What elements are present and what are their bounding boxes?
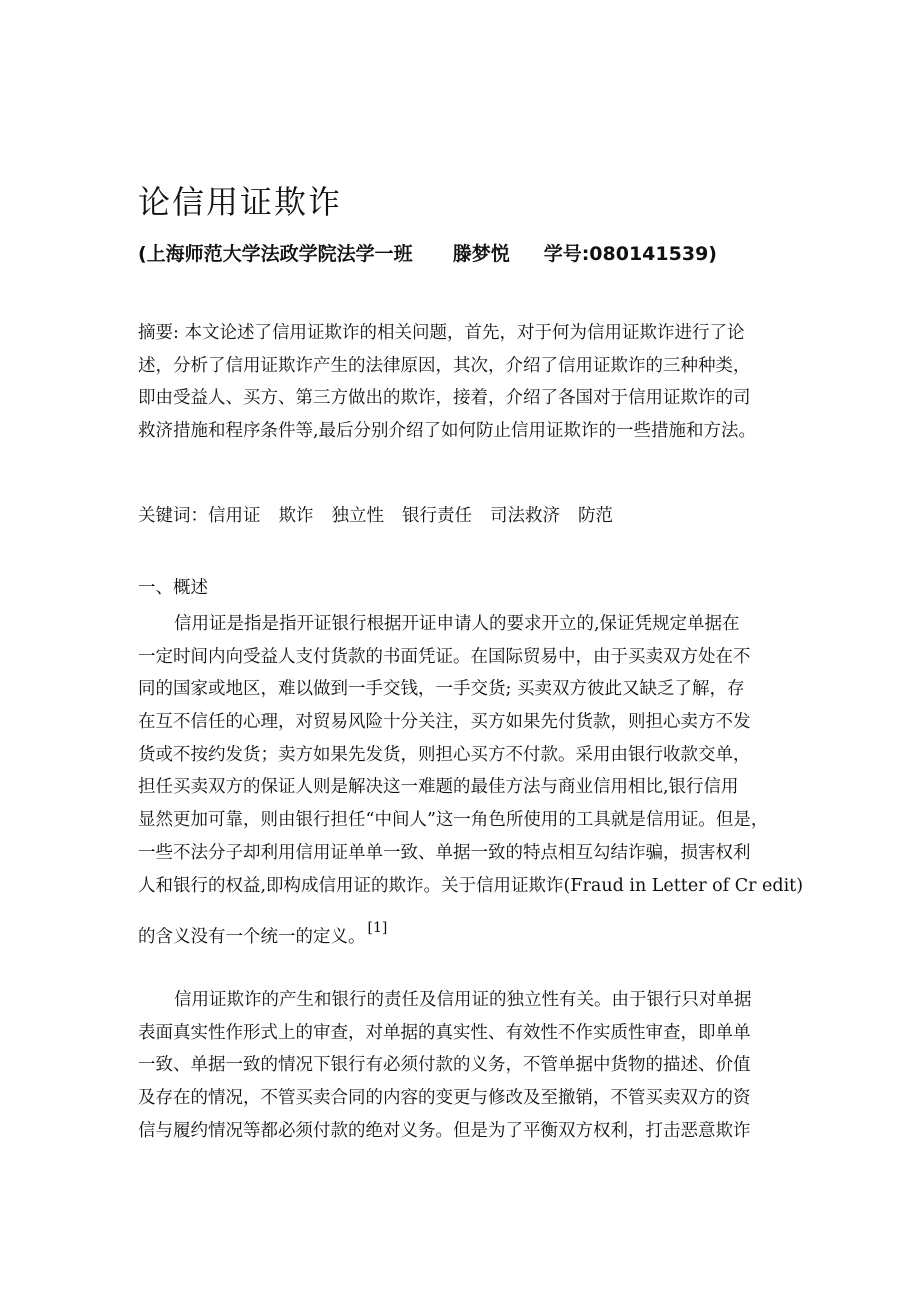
keyword: 司法救济 [490, 506, 560, 526]
paragraph-line: 表面真实性作形式上的审查，对单据的真实性、有效性不作实质性审查，即单单 [138, 1022, 751, 1043]
citation-marker[interactable]: [1] [367, 920, 388, 937]
paragraph-line: 显然更加可靠，则由银行担任“中间人”这一角色所使用的工具就是信用证。但是， [138, 810, 769, 831]
paragraph-line: 人和银行的权益,即构成信用证的欺诈。关于信用证欺诈(Fraud in Letter of Cr edit) [138, 875, 804, 896]
keyword: 欺诈 [278, 506, 314, 526]
abstract [138, 318, 790, 449]
paragraph-line: 信用证欺诈的产生和银行的责任及信用证的独立性有关。由于银行只对单据 [174, 990, 752, 1010]
keywords-label: 关键词： [138, 506, 208, 526]
keyword: 银行责任 [402, 506, 472, 526]
paragraph-line: 及存在的情况，不管买卖合同的内容的变更与修改及至撤销，不管买卖双方的资 [138, 1088, 751, 1109]
paragraph [138, 984, 790, 1147]
abstract-line: 即由受益人、买方、第三方做出的欺诈，接着，介绍了各国对于信用证欺诈的司 [138, 388, 751, 409]
section-heading: 一、概述 [138, 578, 208, 598]
paragraph-line: 一定时间内向受益人支付货款的书面凭证。在国际贸易中，由于买卖双方处在不 [138, 646, 751, 667]
abstract-line: 救济措施和程序条件等,最后分别介绍了如何防止信用证欺诈的一些措施和方法。 [138, 421, 757, 442]
keywords [138, 502, 631, 530]
student-id: 学号:080141539) [543, 243, 717, 265]
paragraph-line: 信与履约情况等都必须付款的绝对义务。但是为了平衡双方权利，打击恶意欺诈 [138, 1120, 751, 1141]
paragraph-line: 信用证是指是指开证银行根据开证申请人的要求开立的,保证凭规定单据在 [174, 614, 740, 634]
paragraph [138, 608, 804, 956]
paragraph-line: 担任买卖双方的保证人则是解决这一难题的最佳方法与商业信用相比,银行信用 [138, 777, 739, 798]
author-line [138, 245, 717, 264]
keyword: 信用证 [208, 506, 261, 526]
paragraph-line: 在互不信任的心理，对贸易风险十分关注，买方如果先付货款，则担心卖方不发 [138, 712, 751, 733]
paragraph-line-text: 的含义没有一个统一的定义。 [138, 927, 366, 948]
author-affiliation: (上海师范大学法政学院法学一班 [138, 243, 413, 265]
paragraph-line: 同的国家或地区，难以做到一手交钱，一手交货; 买卖双方彼此又缺乏了解，存 [138, 679, 745, 700]
paragraph-line: 货或不按约发货；卖方如果先发货，则担心买方不付款。采用由银行收款交单， [138, 744, 751, 765]
keyword: 独立性 [331, 506, 384, 526]
page-title: 论信用证欺诈 [138, 183, 343, 221]
abstract-line: 摘要: 本文论述了信用证欺诈的相关问题，首先，对于何为信用证欺诈进行了论 [138, 323, 745, 343]
paragraph-line: 一致、单据一致的情况下银行有必须付款的义务，不管单据中货物的描述、价值 [138, 1055, 751, 1076]
paragraph-last-line [138, 902, 790, 956]
abstract-line: 述，分析了信用证欺诈产生的法律原因，其次，介绍了信用证欺诈的三种种类， [138, 355, 751, 376]
keyword: 防范 [578, 506, 613, 526]
paragraph-line: 一些不法分子却利用信用证单单一致、单据一致的特点相互勾结诈骗，损害权利 [138, 842, 751, 863]
author-name: 滕梦悦 [452, 243, 510, 265]
